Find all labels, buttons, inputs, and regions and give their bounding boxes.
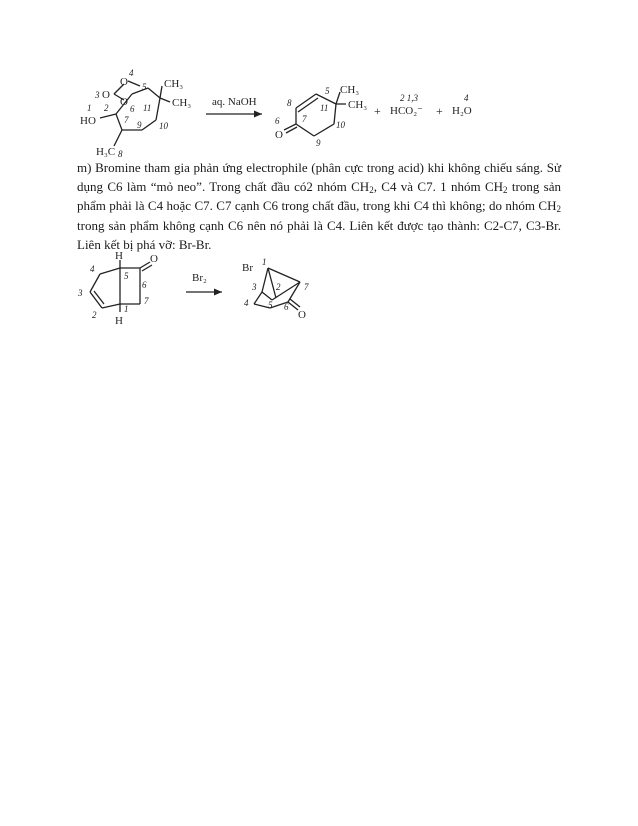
subscript: 2 [556,204,561,215]
atom-number: 6 [275,116,280,126]
atom-number: 11 [143,103,152,113]
atom-number: 11 [320,103,329,113]
reagent-label: aq. NaOH [212,96,257,108]
atom-label: H [115,250,123,262]
atom-number: 5 [325,86,330,96]
atom-number: 10 [159,121,168,131]
atom-number: 8 [118,149,123,159]
reaction-2-product-labels [242,257,309,321]
text-segment: m) Bromine tham gia phản ứng electrophile (phân cực trong acid) khi không chiếu sáng. Sử dụng C6 làm “mỏ neo”. Trong chất đầu có2 nhóm CH [77,160,561,195]
atom-label: H₃C [96,146,116,158]
atom-number: 4 [244,298,249,308]
text-segment: , C4 và C7. 1 nhóm CH [373,179,504,195]
atom-label: O [150,253,158,265]
formate-numbers: 2 1,3 [400,93,418,103]
atom-number: 5 [268,300,273,310]
reagent-label: Br₂ [192,272,207,284]
atom-number: 7 [144,296,149,306]
atom-label: O [120,76,128,88]
atom-number: 1 [124,304,129,314]
atom-number: 3 [95,90,100,100]
reaction-2-arrow [186,272,222,296]
plus-sign: + [436,104,443,118]
atom-label: O [275,129,283,141]
atom-number: 2 [92,310,97,320]
atom-number: 7 [302,114,307,124]
atom-number: 1 [87,103,92,113]
atom-number: 4 [129,68,134,78]
subscript: 2 [369,185,374,196]
atom-number: 6 [130,104,135,114]
atom-number: 2 [276,282,281,292]
atom-number: 9 [137,120,142,130]
atom-number: 3 [252,282,257,292]
atom-number: 7 [124,115,129,125]
formate-ion: HCO₂⁻ [390,105,423,117]
text-segment: trong sản phẩm không cạnh C6 nên nó phải là C4. Liên kết được tạo thành: C2-C7, C3-Br. Liên kết bị phá vỡ: Br-Br. [77,217,561,252]
subscript: 2 [503,185,508,196]
atom-number: 1 [262,257,267,267]
atom-number: 6 [284,302,289,312]
atom-label: O [298,309,306,321]
atom-label: H [115,315,123,327]
atom-number: 7 [304,282,309,292]
reaction-scheme-2 [0,0,638,340]
atom-number: 10 [336,120,345,130]
atom-label: HO [80,115,96,127]
water: H₂O [452,105,472,117]
plus-sign: + [374,104,381,118]
atom-number: 6 [142,280,147,290]
atom-number: 2 [104,103,109,113]
atom-number: 8 [287,98,292,108]
atom-label: O [120,96,128,108]
atom-number: 4 [90,264,95,274]
atom-label: CH₃ [348,99,368,111]
atom-label: CH₃ [164,78,184,90]
atom-number: 9 [316,138,321,148]
reaction-2-reactant-labels [77,250,158,327]
atom-number: 3 [78,288,83,298]
atom-number: 5 [142,82,147,92]
atom-label: O [102,89,110,101]
atom-label: CH₃ [172,97,192,109]
water-number: 4 [464,93,469,103]
atom-number: 5 [124,271,129,281]
text-segment: trong sản phẩm phải là C4 hoặc C7. C7 cạnh C6 trong chất đầu, trong khi C4 thì không; do nhóm CH [77,179,561,214]
atom-label: CH₃ [340,84,360,96]
atom-label: Br [242,262,253,274]
